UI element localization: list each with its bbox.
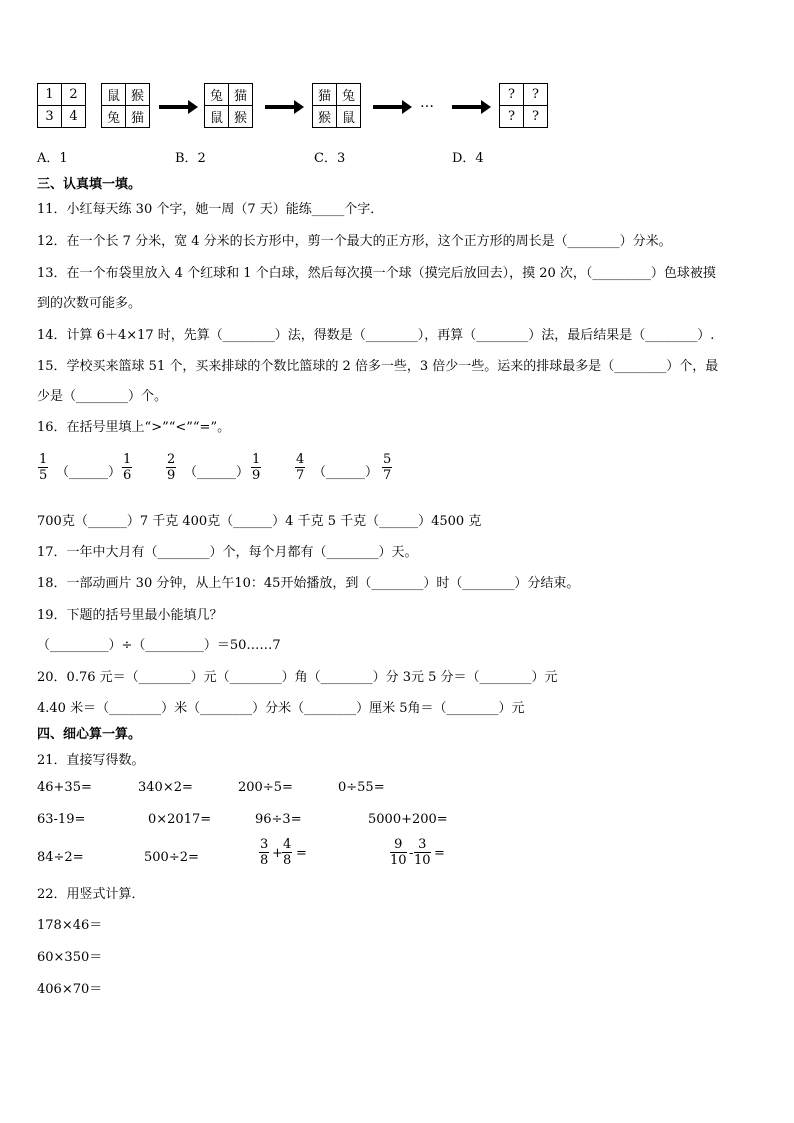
grid-cell: ? (524, 106, 548, 128)
section-title: 三、认真填一填。 (37, 177, 142, 192)
operator: - (409, 846, 414, 861)
option-c: C．3 (314, 151, 346, 166)
question-21: 21．直接写得数。 (37, 753, 145, 768)
grid-cell: 猴 (229, 106, 253, 128)
grid-cell: 鼠 (337, 106, 361, 128)
fraction: $\frac{5}{7}$ (383, 452, 392, 483)
grid-cell: 猫 (313, 84, 337, 106)
grid-cell: 兔 (102, 106, 126, 128)
calc-item: 46+35= (37, 780, 92, 795)
fraction: $\frac{1}{5}$ (39, 452, 48, 483)
grid-cell: 3 (38, 106, 62, 128)
operator: + (272, 846, 283, 861)
question-16: 16．在括号里填上“>”“<”“=”。 (37, 420, 231, 435)
calc-item: 340×2= (138, 780, 193, 795)
compare-blank[interactable]: （______） (313, 465, 379, 480)
question-13-cont: 到的次数可能多。 (37, 296, 142, 311)
question-17: 17．一年中大月有（________）个，每个月都有（________）天。 (37, 545, 418, 560)
question-13: 13．在一个布袋里放入 4 个红球和 1 个白球，然后每次摸一个球（摸完后放回去），摸 20 次，（_________）色球被摸 (37, 266, 716, 281)
pattern-grid-1 (37, 83, 86, 128)
fraction: $\frac{1}{9}$ (252, 452, 261, 483)
compare-blank[interactable]: （______） (184, 465, 250, 480)
grid-cell: ? (524, 84, 548, 106)
fraction: $\frac{4}{8}$ (283, 837, 292, 868)
question-15: 15．学校买来篮球 51 个，买来排球的个数比篮球的 2 倍多一些，3 倍少一些。运来的排球最多是（________）个，最 (37, 359, 719, 374)
grid-cell: 2 (62, 84, 86, 106)
calc-item: 5000+200= (368, 812, 448, 827)
question-18: 18．一部动画片 30 分钟，从上午10：45开始播放，到（________）时（________）分结束。 (37, 576, 580, 591)
vertical-calc: 406×70＝ (37, 982, 103, 997)
vertical-calc: 178×46＝ (37, 918, 103, 933)
calc-item: 96÷3= (255, 812, 302, 827)
compare-blank[interactable]: （______） (56, 465, 122, 480)
grid-cell: 4 (62, 106, 86, 128)
grid-cell: 兔 (205, 84, 229, 106)
question-19-equation: （_________）÷（_________）＝50……7 (37, 638, 281, 653)
grid-cell: ? (500, 106, 524, 128)
question-22: 22．用竖式计算． (37, 887, 145, 902)
question-20: 20．0.76 元＝（________）元（________）角（________）分 3元 5 分＝（________）元 (37, 670, 558, 685)
calc-item: 500÷2= (144, 850, 199, 865)
question-11: 11．小红每天练 30 个字，她一周（7 天）能练_____个字． (37, 202, 384, 217)
question-16-weights: 700克（______）7 千克 400克（______）4 千克 5 千克（______）4500 克 (37, 514, 482, 529)
vertical-calc: 60×350＝ (37, 950, 103, 965)
calc-item: 0×2017= (148, 812, 212, 827)
pattern-grid-2 (101, 83, 150, 128)
grid-cell: 兔 (337, 84, 361, 106)
question-12: 12．在一个长 7 分米，宽 4 分米的长方形中，剪一个最大的正方形，这个正方形的周长是（________）分米。 (37, 234, 672, 249)
fraction: $\frac{3}{10}$ (414, 837, 431, 868)
calc-item: 63-19= (37, 812, 86, 827)
question-14: 14．计算 6＋4×17 时，先算（________）法，得数是（________），再算（________）法，最后结果是（________）. (37, 328, 715, 343)
fraction: $\frac{1}{6}$ (123, 452, 132, 483)
question-19: 19．下题的括号里最小能填几？ (37, 608, 223, 623)
equals: = (296, 846, 307, 861)
fraction: $\frac{3}{8}$ (260, 837, 269, 868)
question-20-cont: 4.40 米＝（________）米（________）分米（________）厘米 5角＝（________）元 (37, 701, 525, 716)
grid-cell: ? (500, 84, 524, 106)
pattern-grid-4 (312, 83, 361, 128)
calc-item: 200÷5= (238, 780, 293, 795)
arrow-icon (265, 105, 295, 109)
grid-cell: 猫 (126, 106, 150, 128)
option-a: A．1 (37, 151, 68, 166)
arrow-icon (373, 105, 403, 109)
ellipsis: … (420, 95, 434, 111)
grid-cell: 猫 (229, 84, 253, 106)
option-b: B．2 (175, 151, 206, 166)
option-d: D．4 (452, 151, 484, 166)
calc-item: 84÷2= (37, 850, 84, 865)
grid-cell: 鼠 (205, 106, 229, 128)
calc-item: 0÷55= (338, 780, 385, 795)
grid-cell: 猴 (126, 84, 150, 106)
grid-cell: 鼠 (102, 84, 126, 106)
arrow-icon (159, 105, 189, 109)
grid-cell: 猴 (313, 106, 337, 128)
fraction: $\frac{2}{9}$ (167, 452, 176, 483)
fraction: $\frac{4}{7}$ (296, 452, 305, 483)
pattern-grid-5 (499, 83, 548, 128)
grid-cell: 1 (38, 84, 62, 106)
pattern-grid-3 (204, 83, 253, 128)
fraction: $\frac{9}{10}$ (390, 837, 407, 868)
question-15-cont: 少是（________）个。 (37, 389, 168, 404)
section-title: 四、细心算一算。 (37, 727, 142, 742)
equals: = (434, 846, 445, 861)
arrow-icon (452, 105, 482, 109)
